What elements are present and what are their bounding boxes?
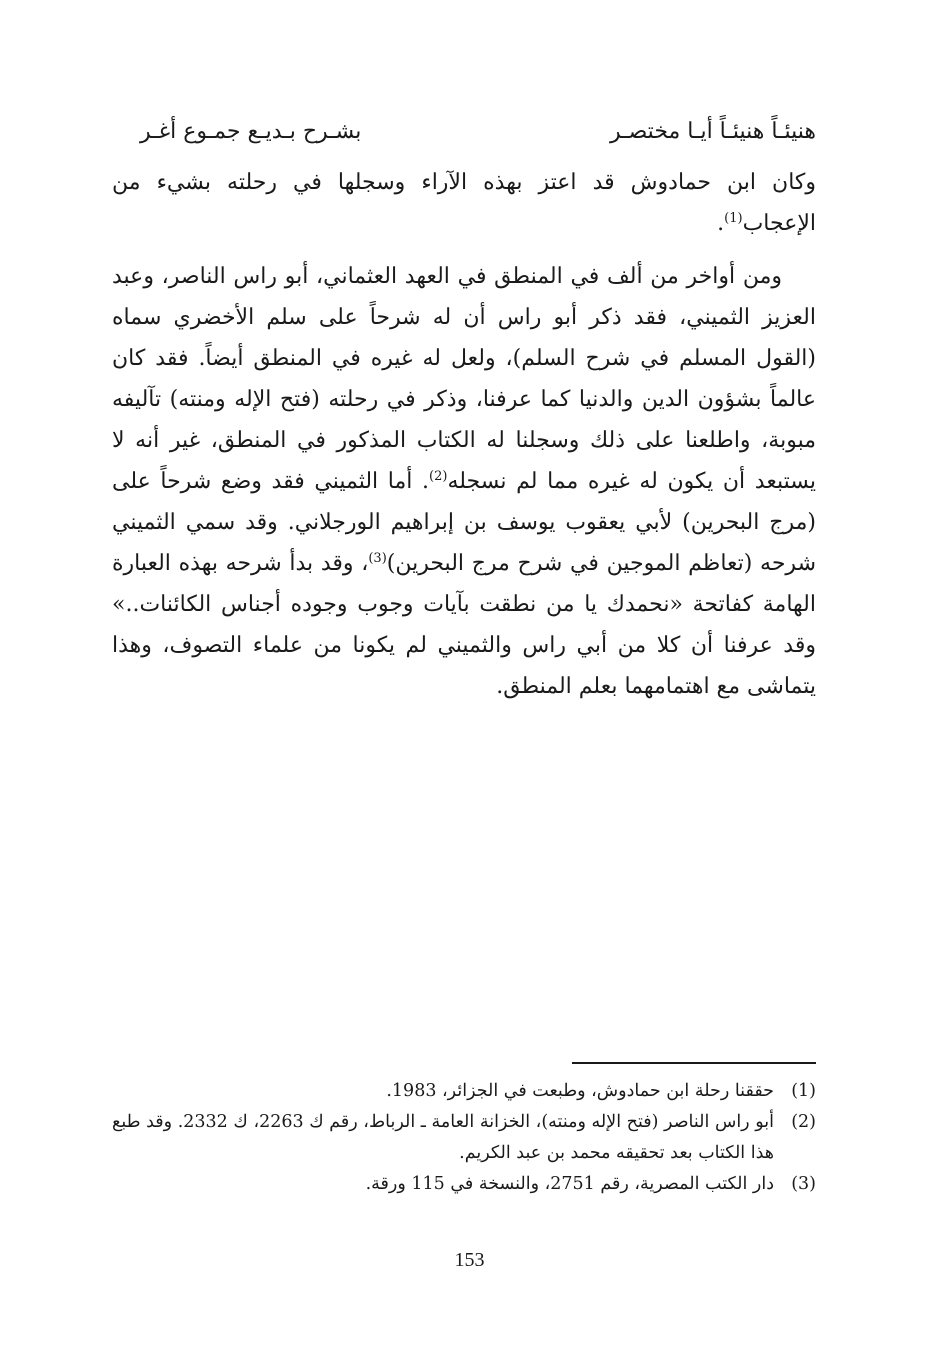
footnote-ref-2: (2) — [429, 469, 448, 484]
verse-second-hemistich: بشـرح بـديـع جمـوع أغـر — [140, 119, 362, 144]
footnote-number: (2) — [791, 1112, 816, 1132]
footnote-ref-3: (3) — [368, 551, 387, 566]
paragraph-text: وكان ابن حمادوش قد اعتز بهذه الآراء وسجلها في رحلته بشيء من الإعجاب$^{(1)}$. — [112, 170, 816, 236]
verse-first-hemistich: هنيئـاً هنيئـاً أيـا مختصـر — [610, 119, 816, 144]
footnote-text: دار الكتب المصرية، رقم 2751، والنسخة في 115 ورقة. — [365, 1174, 774, 1194]
footnote-1 — [112, 1076, 816, 1107]
footnote-2 — [112, 1107, 816, 1169]
page-number: 153 — [454, 1249, 485, 1271]
footnotes — [112, 1076, 816, 1200]
footnote-text: حققنا رحلة ابن حمادوش، وطبعت في الجزائر، 1983. — [386, 1081, 774, 1101]
paragraph-logic-authors — [112, 256, 816, 707]
footnote-ref-1: (1) — [724, 211, 743, 226]
footnote-number: (3) — [791, 1174, 816, 1194]
footnote-separator — [572, 1062, 816, 1064]
poem-verse — [140, 112, 816, 152]
paragraph-text: ومن أواخر من ألف في المنطق في العهد العثماني، أبو راس الناصر، وعبد العزيز الثميني، فقد ذكر أبو راس أن له شرحاً على سلم الأخضري سماه (القول المسلم في شرح السلم)، ولعل له غيره في المنطق أيضاً. فقد كان عالماً بشؤون الدين والدنيا كما عرفنا، وذكر في رحلته (فتح الإله ومنته) تآليفه مبوبة، واطلعنا على ذلك وسجلنا له الكتاب المذكور في المنطق، غير أنه لا يستبعد أن يكون له غيره مما لم نسجله$^{(2)}$. أما الثميني فقد وضع شرحاً على (مرج البحرين) لأبي يعقوب يوسف بن إبراهيم الورجلاني. وقد سمي الثميني شرحه (تعاظم الموجين في شرح مرج البحرين)$^{(3)}$، وقد بدأ شرحه بهذه العبارة الهامة كفاتحة «نحمدك يا من نطقت بآيات وجوب وجوده أجناس الكائنات..» وقد عرفنا أن كلا من أبي راس والثميني لم يكونا من علماء التصوف، وهذا يتماشى مع اهتمامهما بعلم المنطق. — [112, 264, 817, 699]
footnote-3 — [112, 1169, 816, 1200]
footnote-text: أبو راس الناصر (فتح الإله ومنته)، الخزانة العامة ـ الرباط، رقم ك 2263، ك 2332. وقد طبع هذا الكتاب بعد تحقيقه محمد بن عبد الكريم. — [112, 1112, 774, 1163]
footnote-number: (1) — [791, 1081, 816, 1101]
paragraph-ibn-hamadouche — [112, 162, 816, 244]
